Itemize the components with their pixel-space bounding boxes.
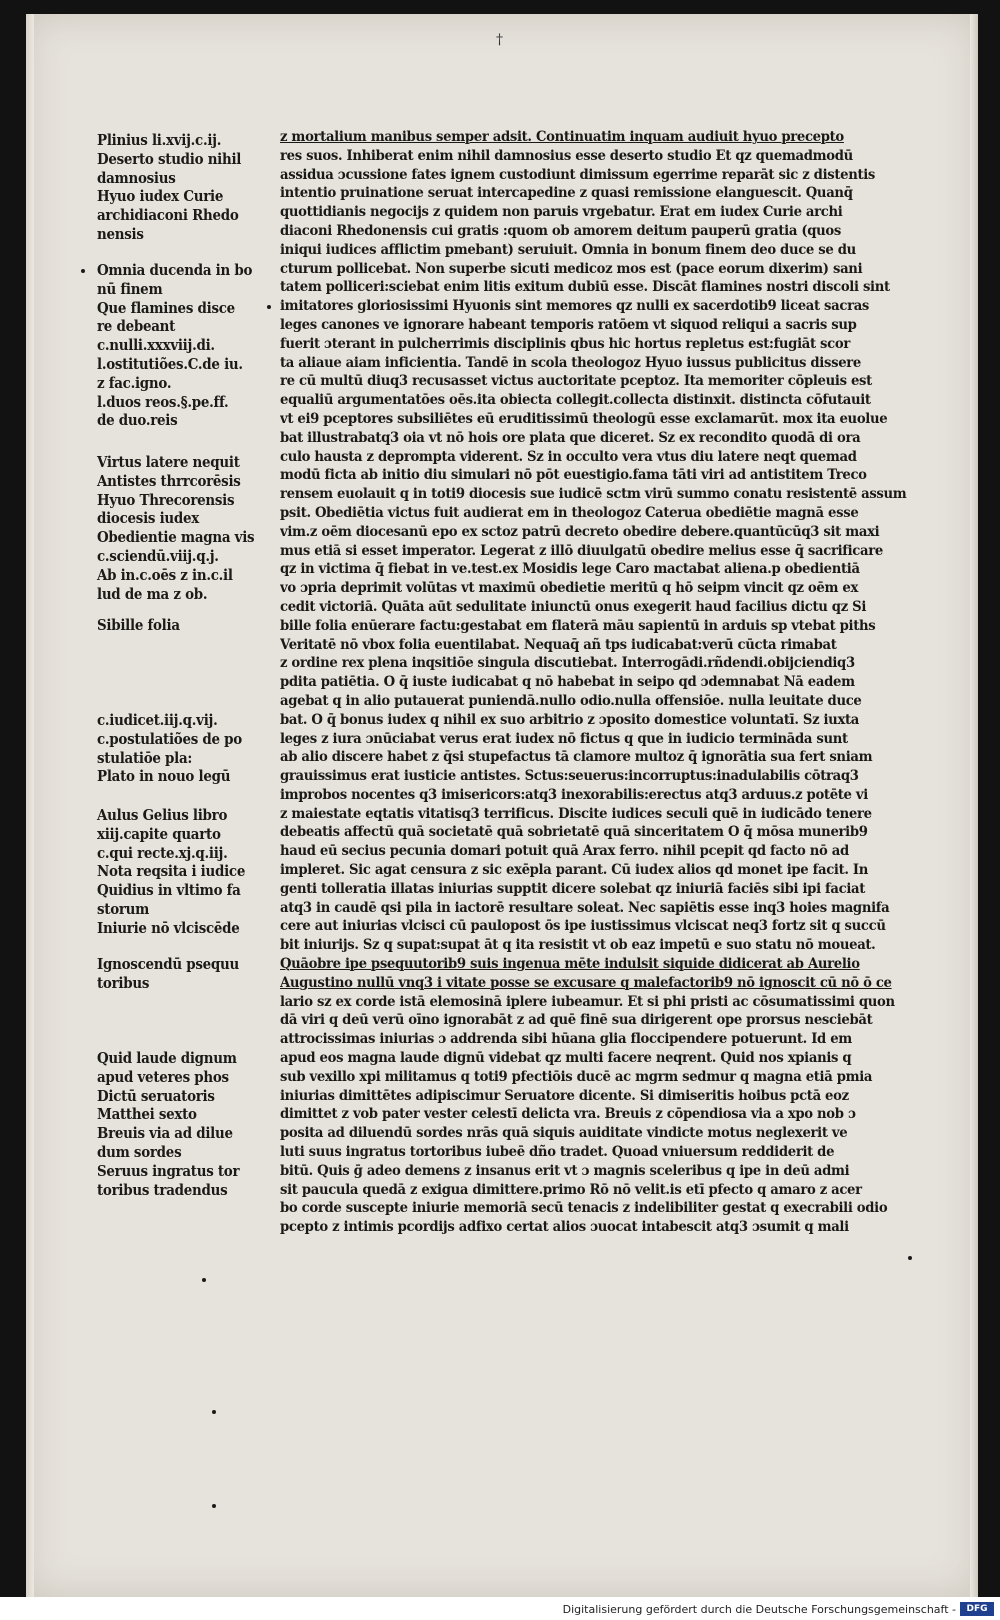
text-line: improbos nocentes q3 imisericors:atq3 inexorabilis:erectus atq3 arduus.z potēte vi bbox=[280, 786, 868, 803]
footer-credit: Digitalisierung gefördert durch die Deutsche Forschungsgemeinschaft - bbox=[562, 1603, 956, 1616]
text-line: rensem euolauit q in toti9 diocesis sue iudicē sctm virū summo conatu resistentē assum bbox=[280, 486, 907, 503]
text-line: impleret. Sic agat censura z sic exēpla parant. Cū iudex alios qd monet ipe facit. In bbox=[280, 862, 869, 879]
margin-note bbox=[97, 956, 251, 994]
dfg-logo: DFG bbox=[960, 1602, 994, 1616]
margin-note-line: diocesis iudex bbox=[97, 510, 199, 528]
margin-note-line: Antistes thrrcorēsis bbox=[97, 472, 241, 490]
margin-note-line: c.iudicet.iij.q.vij. bbox=[97, 712, 218, 729]
page-top-mark: † bbox=[496, 32, 503, 48]
margin-note bbox=[97, 1050, 252, 1200]
text-line: fuerit ɔterant in pulcherrimis disciplinis qbus hic hortus repletus est:fugiāt scor bbox=[280, 335, 850, 352]
text-line: re cū multū diuq3 recusasset victus auctoritate pceptoz. Ita memoriter cōpleuis est bbox=[280, 373, 872, 390]
text-line: vo ɔpria deprimit volūtas vt maximū obedietie meritū q hō seipm vincit qz oēm ex bbox=[280, 580, 858, 597]
margin-note-line: Plinius li.xvij.c.ij. bbox=[97, 132, 222, 149]
margin-bullet-dot bbox=[81, 269, 85, 273]
margin-note-line: z fac.igno. bbox=[97, 374, 172, 392]
margin-note-line: de duo.reis bbox=[97, 412, 178, 430]
text-line: iniurias dimittētes adipiscimur Seruatore dicente. Si dimiseritis hoibus pctā eoz bbox=[280, 1087, 849, 1104]
text-line: bat. O q̄ bonus iudex q nihil ex suo arbitrio z ɔposito domestice voluntatī. Sz iuxta bbox=[280, 711, 859, 728]
text-line: dimittet z vob pater vester celestī delicta vra. Breuis z cōpendiosa via a xpo nob ɔ bbox=[280, 1106, 856, 1123]
text-line: atq3 in caudē qsi pila in iactorē resultare soleat. Nec sapiētis esse inq3 hoies magnifa bbox=[280, 899, 890, 916]
margin-note bbox=[97, 712, 255, 787]
text-line: genti tolleratia illatas iniurias supptit dicere solebat qz iniuriā faciēs sibi ipi faciat bbox=[280, 880, 866, 897]
margin-bullet-dot bbox=[267, 305, 271, 309]
margin-note-line: nū finem bbox=[97, 280, 163, 298]
text-line: quottidianis negocijs z quidem non paruis vrgebatur. Erat em iudex Curie archi bbox=[280, 204, 843, 221]
margin-note-line: Hyuo Threcorensis bbox=[97, 491, 235, 509]
text-line: sub vexillo xpi militamus q toti9 pfectiōis ducē ac mgrm sedmur q magna etiā pmia bbox=[280, 1068, 873, 1085]
margin-note-line: Iniurie nō vlciscēde bbox=[97, 919, 240, 937]
page-left-edge bbox=[26, 14, 34, 1597]
text-line: apud eos magna laude dignū videbat qz multi facere neqrent. Quid nos xpianis q bbox=[280, 1050, 852, 1067]
margin-note-line: Ab in.c.oēs z in.c.il bbox=[97, 566, 233, 584]
margin-note-line: damnosius bbox=[97, 169, 176, 187]
margin-note-line: Nota reqsita i iudice bbox=[97, 863, 246, 881]
text-line: culo hausta z deprompta viderent. Sz in occulto vera vtus diu latere neqt quemad bbox=[280, 448, 857, 465]
text-line: ab alio discere habet z q̄si stupefactus tā clamore multoz q̄ ignorātia sua fert sniam bbox=[280, 749, 873, 766]
text-line: mus etiā si esset imperator. Legerat z illō diuulgatū obedire melius esse q̄ sacrificare bbox=[280, 542, 883, 559]
text-line: equaliū argumentatōes oēs.ita obiecta collegit.collecta distinxit. distincta cōfutauit bbox=[280, 392, 871, 409]
margin-note-line: xiij.capite quarto bbox=[97, 825, 221, 843]
margin-note-line: Seruus ingratus tor bbox=[97, 1162, 240, 1180]
text-line: res suos. Inhiberat enim nihil damnosius esse deserto studio Et qz quemadmodū bbox=[280, 147, 853, 164]
text-line: ta aliaue aiam inficientia. Tandē in scola theologoz Hyuo iussus publicitus dissere bbox=[280, 354, 861, 371]
text-line: bat illustrabatq3 oia vt nō hois ore plata que diceret. Sz ex recondito quodā di ora bbox=[280, 429, 861, 446]
text-line: lario sz ex corde istā elemosinā iplere iubeamur. Et si phi pristi ac cōsumatissimi quon bbox=[280, 993, 895, 1010]
text-line: debeatis affectū quā societatē quā sobrietatē quā sinceritatem O q̄ mōsa munerib9 bbox=[280, 824, 868, 841]
text-line: z maiestate eqtatis vitatisq3 terrificus. Discite iudices seculi quē in iudicādo tenere bbox=[280, 805, 872, 822]
margin-note-line: Dictū seruatoris bbox=[97, 1087, 215, 1105]
margin-note-line: Aulus Gelius libro bbox=[97, 807, 228, 824]
margin-note-line: nensis bbox=[97, 225, 144, 243]
text-line: dā viri q deū verū oīno ignorabāt z ad quē finē sua dirigerent ope prorsus nesciebāt bbox=[280, 1012, 873, 1029]
margin-note-line: c.nulli.xxxviij.di. bbox=[97, 337, 215, 355]
text-line: Veritatē nō vbox folia euentilabat. Nequaq̄ añ tps iudicabat:verū cūcta rimabat bbox=[280, 636, 837, 653]
margin-bullet-dot bbox=[212, 1504, 216, 1508]
margin-note-line: apud veteres phos bbox=[97, 1068, 229, 1086]
margin-note-line: c.qui recte.xj.q.iij. bbox=[97, 844, 228, 862]
footer-bar bbox=[0, 1597, 1000, 1620]
text-line: vim.z oēm diocesanū epo ex sctoz patrū decreto obedire debere.quantūcūq3 sit maxi bbox=[280, 523, 880, 540]
margin-bullet-dot bbox=[202, 1278, 206, 1282]
text-line: grauissimus erat iusticie antistes. Sctus:seuerus:incorruptus:inadulabilis cōtraq3 bbox=[280, 768, 859, 785]
text-line: cere aut iniurias vlcisci cū paulopost ōs ipe iustissimus vlciscat neq3 fortz sit q succū bbox=[280, 918, 886, 935]
margin-note-line: Virtus latere nequit bbox=[97, 454, 240, 471]
margin-note-line: toribus bbox=[97, 974, 150, 992]
margin-note-line: Que flamines disce bbox=[97, 299, 235, 317]
text-line: cedit victoriā. Quāta aūt sedulitate iniunctū onus exegerit haud facilius dictu qz Si bbox=[280, 598, 867, 615]
margin-note-line: Breuis via ad dilue bbox=[97, 1125, 233, 1143]
text-line: bille folia enūerare factu:gestabat em flaterā māu sapientū in arduis sp vtebat piths bbox=[280, 617, 876, 634]
margin-note-line: Quidius in vltimo fa bbox=[97, 882, 241, 900]
text-line: bit iniurijs. Sz q supat:supat āt q ita resistit vt ob eaz impetū e suo statu nō moueat. bbox=[280, 937, 876, 954]
margin-note-line: storum bbox=[97, 900, 150, 918]
margin-note-line: toribus tradendus bbox=[97, 1181, 228, 1199]
margin-bullet-dot bbox=[212, 1410, 216, 1414]
margin-note-line: Omnia ducenda in bo bbox=[97, 262, 253, 279]
text-line: modū ficta ab initio diu simulari nō pōt euestigio.fama tāti viri ad antistitem Treco bbox=[280, 467, 867, 484]
margin-note bbox=[97, 132, 254, 245]
margin-note-line: archidiaconi Rhedo bbox=[97, 207, 239, 225]
margin-note-line: Sibille folia bbox=[97, 617, 180, 634]
margin-note-line: lud de ma z ob. bbox=[97, 585, 208, 603]
margin-note-line: l.ostitutiões.C.de iu. bbox=[97, 355, 243, 373]
text-line: z mortalium manibus semper adsit. Continuatim inquam audiuit hyuo precepto bbox=[280, 129, 844, 145]
margin-note bbox=[97, 617, 187, 636]
margin-note-line: stulatiōe pla: bbox=[97, 749, 193, 767]
text-line: haud eū secius pecunia domari potuit quā Arax ferro. nihil pcepit qd facto nō ad bbox=[280, 843, 849, 860]
book-page bbox=[26, 14, 978, 1597]
text-line: tatem polliceri:sciebat enim litis exitum dubiū esse. Discāt flamines nostri discoli sint bbox=[280, 279, 890, 296]
margin-note-line: re debeant bbox=[97, 318, 176, 336]
margin-note-line: c.sciendū.viij.q.j. bbox=[97, 547, 219, 565]
margin-note-line: Obedientie magna vis bbox=[97, 529, 255, 547]
margin-note-line: Matthei sexto bbox=[97, 1106, 197, 1124]
text-line: qz in victima q̄ fiebat in ve.test.ex Mosidis lege Caro mactabat aliena.p obedientiā bbox=[280, 561, 860, 578]
margin-note bbox=[97, 454, 268, 604]
main-text-column bbox=[280, 128, 956, 1237]
text-line: intentio pruinatione seruat intercapedine z quasi remissione elanguescit. Quanq̄ bbox=[280, 185, 853, 202]
text-line: bitū. Quis ḡ adeo demens z insanus erit vt ɔ magnis sceleribus q ipe in deū admi bbox=[280, 1162, 850, 1179]
text-line: luti suus ingratus tortoribus iubeē dño tradet. Quoad vniuersum reddiderit de bbox=[280, 1144, 835, 1161]
margin-note-line: Deserto studio nihil bbox=[97, 150, 242, 168]
text-line: iniqui iudices afflictim pmebant) seruiuit. Omnia in bonum finem deo duce se du bbox=[280, 241, 856, 258]
text-line: attrocissimas iniurias ɔ addrenda sibi hūana glia floccipendere potuerunt. Id em bbox=[280, 1031, 852, 1048]
text-line: pcepto z intimis pcordijs adfixo certat alios ɔuocat intabescit atq3 ɔsumit q mali bbox=[280, 1219, 849, 1236]
margin-note-line: Hyuo iudex Curie bbox=[97, 188, 224, 206]
text-line: pdita patiētia. O q̄ iuste iudicabat q nō habebat in seipo qd ɔdemnabat Nā eadem bbox=[280, 674, 855, 691]
page-right-edge bbox=[970, 14, 978, 1597]
text-line: psit. Obediētia victus fuit audierat em in theologoz Caterua obediētie magnā esse bbox=[280, 504, 859, 521]
text-line: posita ad diluendū sordes nrās quā siquis auiditate vindicte motus neglexerit ve bbox=[280, 1125, 848, 1142]
margin-bullet-dot bbox=[908, 1256, 912, 1260]
text-line: agebat q in alio putauerat puniendā.nullo odio.nulla offensiōe. nulla leuitate duce bbox=[280, 692, 862, 709]
text-line: Quāobre ipe psequutorib9 suis ingenua mēte indulsit siquide didicerat ab Aurelio bbox=[280, 956, 860, 973]
text-line: leges z iura ɔnūciabat verus erat iudex nō fictus q que in iudicio termināda sunt bbox=[280, 730, 848, 747]
text-line: assidua ɔcussione fates ignem custodiunt dimissum egerrime reparāt sic z distentis bbox=[280, 166, 876, 183]
text-line: Augustino nullū vnq3 i vitate posse se excusare q malefactorib9 nō ignoscit cū nō ō ce bbox=[280, 974, 892, 991]
text-line: z ordine rex plena inqsitiōe singula discutiebat. Interrogādi.rñdendi.obijciendiq3 bbox=[280, 655, 855, 672]
margin-note bbox=[97, 262, 266, 431]
text-line: cturum pollicebat. Non superbe sicuti medicoz mos est (pace eorum dixerim) sani bbox=[280, 260, 863, 277]
margin-note bbox=[97, 807, 258, 939]
margin-note-line: c.postulatiões de po bbox=[97, 730, 242, 748]
margin-note-line: dum sordes bbox=[97, 1143, 182, 1161]
text-line: bo corde suscepte iniurie memoriā secū tenacis z indelibiliter gestat q execrabili odio bbox=[280, 1200, 888, 1217]
text-line: vt ei9 pceptores subsiliētes eū eruditissimū theologū esse exclamarūt. mox ita euolue bbox=[280, 410, 888, 427]
text-line: diaconi Rhedonensis cui gratis :quom ob amorem deitum pauperū gratia (quos bbox=[280, 222, 841, 239]
text-line: leges canones ve ignorare habeant temporis ratōem vt siquod reliqui a sacris sup bbox=[280, 316, 857, 333]
margin-note-line: l.duos reos.§.pe.ff. bbox=[97, 393, 229, 411]
margin-note-line: Plato in nouo legū bbox=[97, 768, 231, 786]
margin-note-line: Quid laude dignum bbox=[97, 1050, 237, 1067]
margin-note-line: Ignoscendū psequu bbox=[97, 956, 239, 973]
text-line: sit paucula quedā z exigua dimittere.primo Rō nō velit.is etī pfecto q amaro z acer bbox=[280, 1181, 862, 1198]
text-line: imitatores gloriosissimi Hyuonis sint memores qz nulli ex sacerdotib9 liceat sacras bbox=[280, 298, 870, 315]
